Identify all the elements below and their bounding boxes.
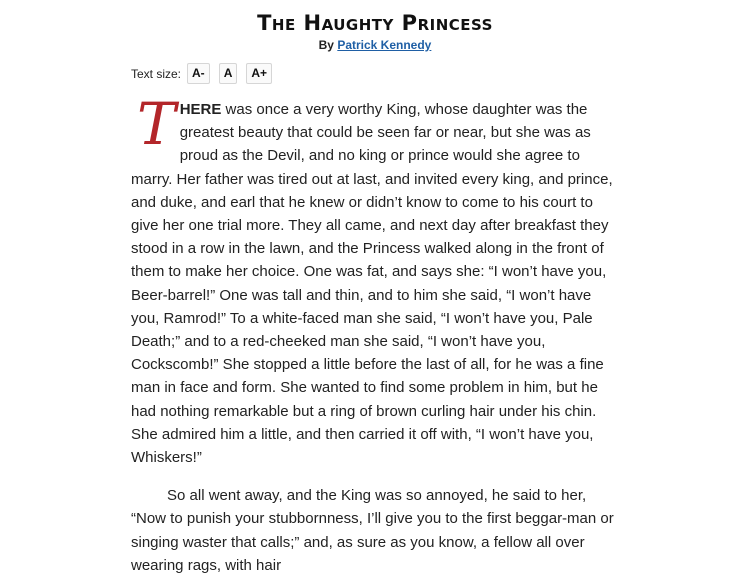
- paragraph-1-text: was once a very worthy King, whose daughter was the greatest beauty that could be seen far or near, but she was as proud as the Devil, and no king or prince would she agree to marry. Her father was tired out at last, and invited every king, and prince, and duke, and earl that he knew or didn’t know to come to his court to give her one trial more. They all came, and next day after breakfast they stood in a row in the lawn, and the Princess walked along in the front of them to make her choice. One was fat, and says she: “I won’t have you, Beer-barrel!” One was tall and thin, and to him she said, “I won’t have you, Ramrod!” To a white-faced man she said, “I won’t have you, Pale Death;” and to a red-cheeked man she said, “I won’t have you, Cockscomb!” She stopped a little before the last of all, for he was a fine man in face and form. She wanted to find some problem in him, but he had nothing remarkable but a ring of brown curling hair under his chin. She admired him a little, and then carried it off with, “I won’t have you, Whiskers!”: [131, 101, 613, 467]
- text-size-decrease-button[interactable]: A-: [187, 63, 210, 84]
- story-body: [131, 90, 618, 577]
- author-link[interactable]: Patrick Kennedy: [337, 38, 432, 52]
- text-size-controls: [131, 63, 281, 84]
- text-size-reset-button[interactable]: A: [219, 63, 238, 84]
- drop-cap: T: [137, 90, 176, 158]
- lead-word: HERE: [179, 101, 222, 118]
- byline: [0, 38, 750, 52]
- text-size-increase-button[interactable]: A+: [246, 63, 272, 84]
- story-paragraph: [131, 90, 618, 469]
- byline-prefix: By: [318, 38, 338, 52]
- story-paragraph: So all went away, and the King was so annoyed, he said to her, “Now to punish your stubbornness, I’ll give you to the first beggar-man or singing waster that calls;” and, as sure as you know, a fellow all over wearing rags, with hair: [131, 487, 614, 574]
- text-size-label: Text size:: [131, 66, 182, 81]
- story-title: The Haughty Princess: [257, 11, 493, 35]
